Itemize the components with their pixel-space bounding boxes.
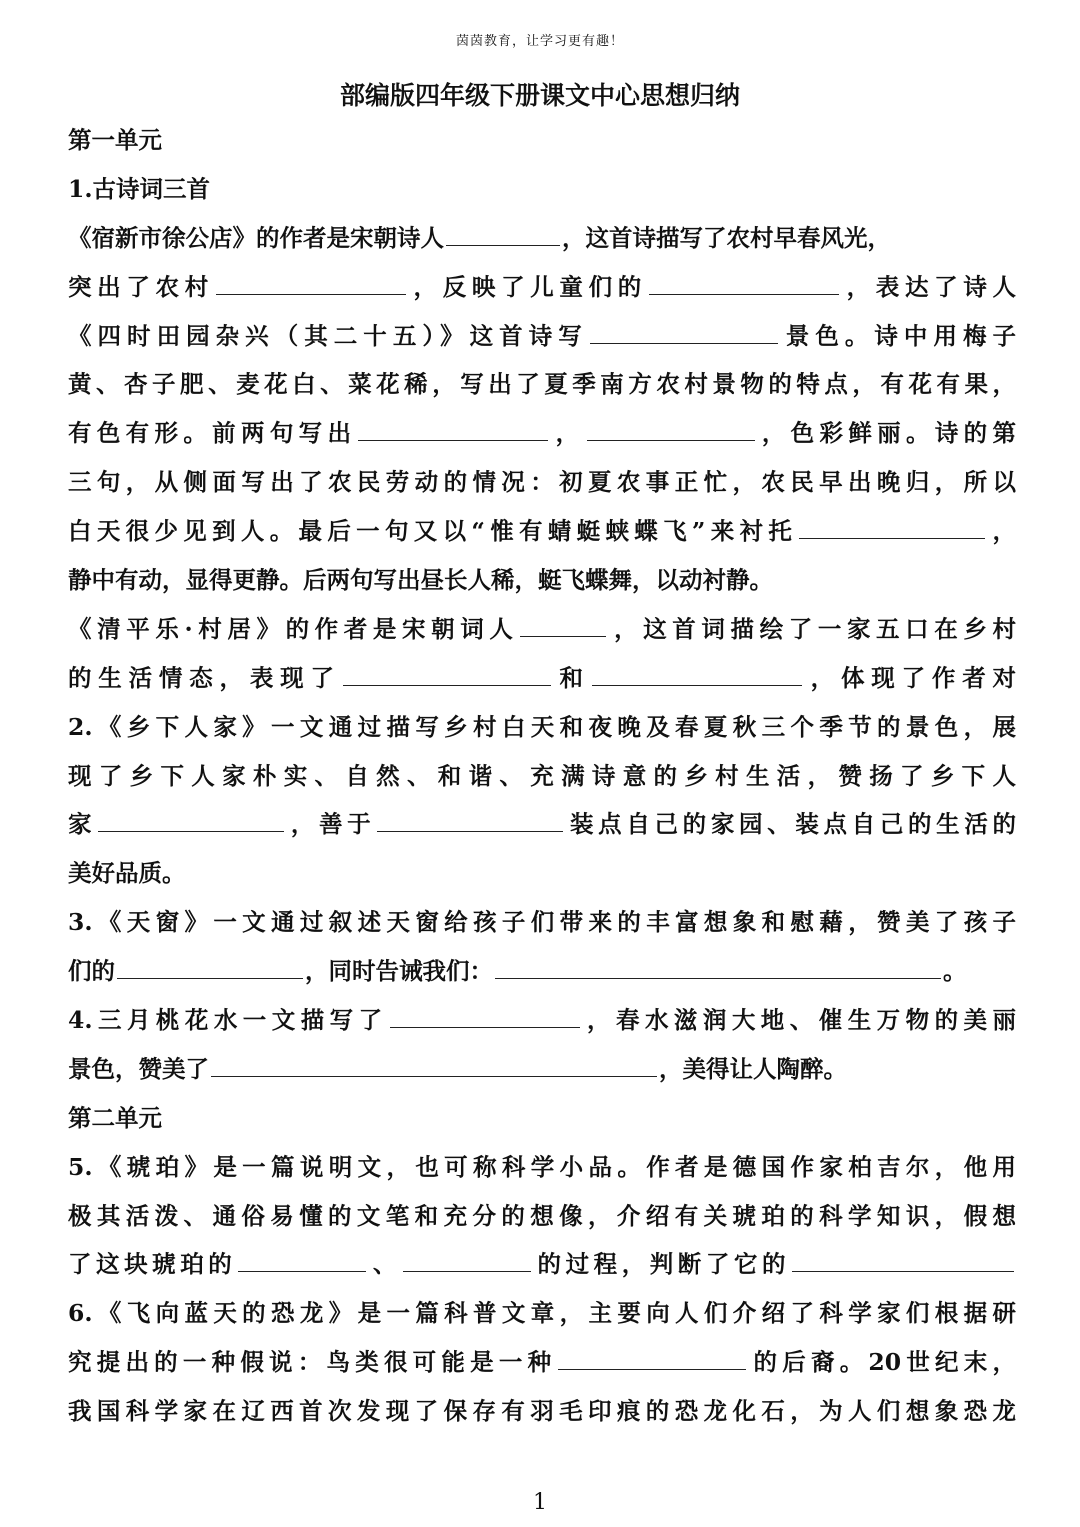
paragraph-line [68, 458, 1016, 507]
text-segment: 。 [943, 957, 967, 986]
text-segment: 白天很少见到人。最后一句又以“惟有蜻蜓蛱蝶飞”来衬托 [68, 517, 798, 546]
text-segment: 的生活情态，表现了 [68, 663, 341, 692]
paragraph-line [68, 898, 1016, 947]
fill-blank[interactable] [98, 807, 284, 833]
text-segment: 景色。诗中用梅子 [779, 321, 1016, 350]
text-segment: ，体现了作者对 [803, 663, 1016, 692]
paragraph-line [68, 654, 1016, 703]
text-segment: 了这块琥珀的 [68, 1250, 237, 1279]
fill-blank[interactable] [649, 269, 839, 295]
unit-heading-1 [68, 116, 1016, 165]
text-segment: 我国科学家在辽西首次发现了保存有羽毛印痕的恐龙化石，为人们想象恐龙 [68, 1397, 1016, 1426]
document-body [68, 116, 1016, 1436]
text-segment: ，春水滋润大地、催生万物的美丽 [581, 1006, 1016, 1035]
text-segment: 三句，从侧面写出了农民劳动的情况：初夏农事正忙，农民早出晚归，所以 [68, 468, 1016, 497]
paragraph-line [68, 849, 1016, 898]
text-segment: 6.《飞向蓝天的恐龙》是一篇科普文章，主要向人们介绍了科学家们根据研 [68, 1299, 1016, 1328]
text-segment: 5.《琥珀》是一篇说明文，也可称科学小品。作者是德国作家柏吉尔，他用 [68, 1152, 1016, 1181]
paragraph-line [68, 556, 1016, 605]
text-segment: ，反映了儿童们的 [407, 272, 647, 301]
text-segment: 第二单元 [68, 1103, 162, 1132]
fill-blank[interactable] [403, 1247, 531, 1273]
page-number: 1 [533, 1490, 547, 1515]
fill-blank[interactable] [390, 1002, 580, 1028]
text-segment: ，同时告诫我们： [305, 957, 493, 986]
paragraph-line [68, 263, 1016, 312]
text-segment: 的过程，判断了它的 [532, 1250, 791, 1279]
paragraph-line [68, 1338, 1016, 1387]
paragraph-line [68, 507, 1016, 556]
paragraph-line [68, 214, 1016, 263]
fill-blank[interactable] [216, 269, 406, 295]
paragraph-line [68, 1192, 1016, 1241]
text-segment: 究提出的一种假说：鸟类很可能是一种 [68, 1348, 557, 1377]
unit-heading-2 [68, 1094, 1016, 1143]
text-segment: 1.古诗词三首 [68, 174, 211, 203]
text-segment: 静中有动，显得更静。后两句写出昼长人稀，蜓飞蝶舞，以动衬静。 [68, 566, 773, 595]
page-header: 茵茵教育，让学习更有趣！ [455, 34, 624, 49]
fill-blank[interactable] [558, 1345, 746, 1371]
paragraph-line [68, 1289, 1016, 1338]
text-segment: ，表达了诗人 [840, 272, 1016, 301]
text-segment: 和 [552, 663, 590, 692]
text-segment: ， [550, 419, 585, 448]
text-segment: 有色有形。前两句写出 [68, 419, 357, 448]
text-segment: ，色彩鲜丽。诗的第 [756, 419, 1016, 448]
fill-blank[interactable] [238, 1247, 366, 1273]
document-title: 部编版四年级下册课文中心思想归纳 [339, 81, 740, 110]
paragraph-line [68, 605, 1016, 654]
fill-blank[interactable] [377, 807, 563, 833]
paragraph-line [68, 1240, 1016, 1289]
fill-blank[interactable] [211, 1051, 657, 1077]
fill-blank[interactable] [520, 611, 606, 637]
paragraph-line [68, 800, 1016, 849]
paragraph-line [68, 1045, 1016, 1094]
text-segment: ，美得让人陶醉。 [659, 1054, 847, 1083]
text-segment: 2.《乡下人家》一文通过描写乡村白天和夜晚及春夏秋三个季节的景色，展 [68, 712, 1016, 741]
paragraph-line [68, 947, 1016, 996]
text-segment: 家 [68, 810, 97, 839]
fill-blank[interactable] [590, 318, 778, 344]
text-segment: 4.三月桃花水一文描写了 [68, 1006, 388, 1035]
text-segment: 第一单元 [68, 126, 162, 154]
fill-blank[interactable] [592, 660, 802, 686]
text-segment: 《清平乐·村居》的作者是宋朝词人 [68, 614, 519, 643]
fill-blank[interactable] [792, 1247, 1014, 1273]
fill-blank[interactable] [117, 953, 303, 979]
text-segment: 景色，赞美了 [68, 1054, 209, 1083]
text-segment: ，这首诗描写了农村早春风光， [562, 223, 891, 252]
fill-blank[interactable] [495, 953, 941, 979]
text-segment: 的后裔。20世纪末， [748, 1348, 1016, 1377]
text-segment: 装点自己的家园、装点自己的生活的 [565, 810, 1016, 839]
fill-blank[interactable] [799, 513, 985, 539]
text-segment: ，这首词描绘了一家五口在乡村 [608, 614, 1016, 643]
paragraph-line [68, 996, 1016, 1045]
text-segment: 美好品质。 [68, 859, 186, 888]
paragraph-line [68, 703, 1016, 752]
lesson-heading [68, 165, 1016, 214]
fill-blank[interactable] [587, 416, 755, 442]
text-segment: 3.《天窗》一文通过叙述天窗给孩子们带来的丰富想象和慰藉，赞美了孩子 [68, 908, 1016, 937]
text-segment: ，善于 [286, 810, 376, 839]
text-segment: 现了乡下人家朴实、自然、和谐、充满诗意的乡村生活，赞扬了乡下人 [68, 761, 1016, 790]
fill-blank[interactable] [343, 660, 551, 686]
paragraph-line [68, 1143, 1016, 1192]
fill-blank[interactable] [358, 416, 548, 442]
paragraph-line [68, 752, 1016, 801]
paragraph-line [68, 1387, 1016, 1436]
text-segment: 极其活泼、通俗易懂的文笔和充分的想像，介绍有关琥珀的科学知识，假想 [68, 1201, 1016, 1230]
text-segment: 《四时田园杂兴（其二十五）》这首诗写 [68, 321, 588, 350]
fill-blank[interactable] [446, 220, 560, 246]
text-segment: 黄、杏子肥、麦花白、菜花稀，写出了夏季南方农村景物的特点，有花有果， [68, 370, 1016, 399]
text-segment: 、 [368, 1250, 401, 1279]
paragraph-line [68, 312, 1016, 361]
text-segment: 《宿新市徐公店》的作者是宋朝诗人 [68, 223, 444, 252]
text-segment: 们的 [68, 957, 115, 986]
paragraph-line [68, 409, 1016, 458]
text-segment: 突出了农村 [68, 272, 214, 301]
text-segment: ， [987, 517, 1016, 546]
paragraph-line [68, 360, 1016, 409]
